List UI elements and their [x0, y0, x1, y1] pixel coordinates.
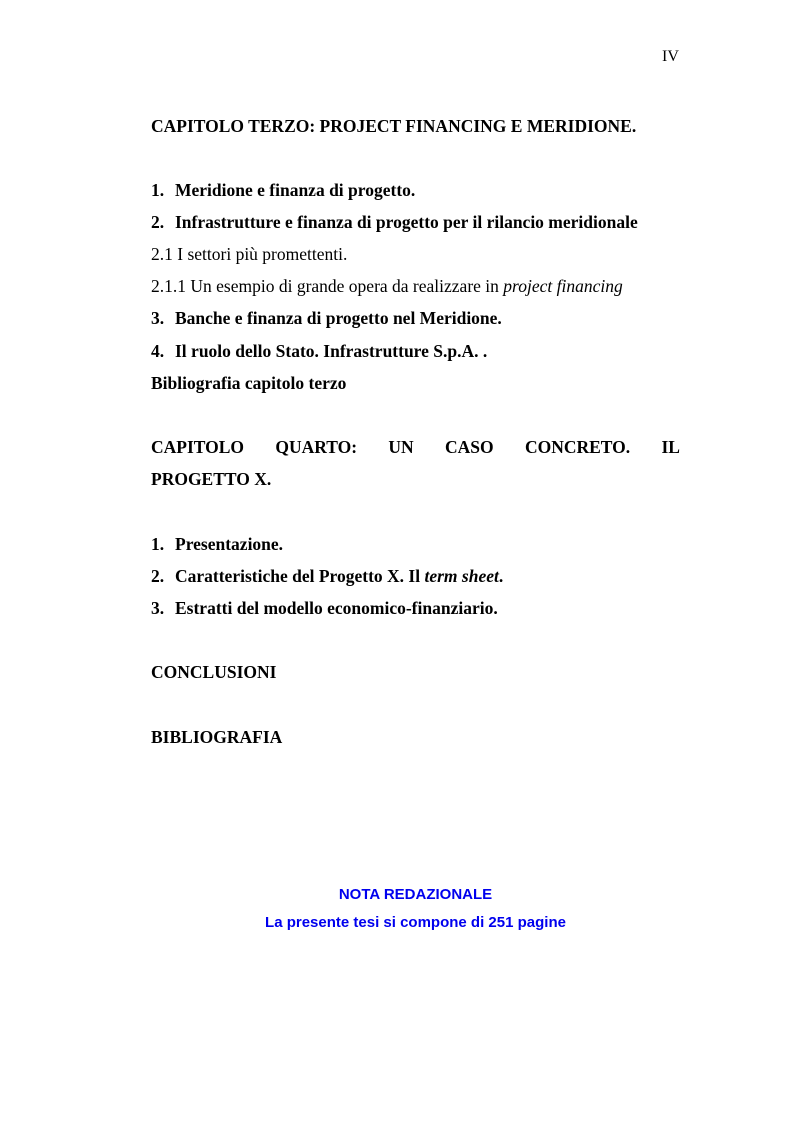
entry-number: 2. — [151, 566, 165, 586]
chapter4-title-line2: PROGETTO X. — [151, 469, 272, 489]
chapter3-bibliography: Bibliografia capitolo terzo — [151, 373, 347, 393]
entry-text: Caratteristiche del Progetto X. Il — [175, 566, 425, 586]
entry-number: 2. — [151, 212, 165, 232]
toc-entry — [151, 534, 283, 554]
subentry-italic: project financing — [503, 276, 623, 296]
subentry-text: 2.1.1 Un esempio di grande opera da realizzare in — [151, 276, 504, 296]
entry-text: Presentazione. — [175, 534, 284, 554]
toc-subentry: 2.1 I settori più promettenti. — [151, 244, 348, 264]
entry-number: 3. — [151, 308, 165, 328]
editorial-note-text: La presente tesi si compone di 251 pagine — [265, 914, 566, 931]
toc-subentry — [151, 276, 623, 296]
toc-entry — [151, 566, 503, 586]
page-number: IV — [662, 48, 679, 65]
entry-text: Banche e finanza di progetto nel Meridione. — [175, 308, 502, 328]
title-word: CAPITOLO — [151, 437, 245, 457]
title-word: UN — [388, 437, 414, 457]
title-word: CASO — [445, 437, 494, 457]
title-word: QUARTO: — [275, 437, 358, 457]
entry-suffix: . — [498, 566, 504, 586]
entry-number: 3. — [151, 598, 165, 618]
editorial-note-title: NOTA REDAZIONALE — [338, 886, 493, 903]
title-word: IL — [661, 437, 680, 457]
entry-text: Meridione e finanza di progetto. — [175, 180, 416, 200]
bibliography-heading: BIBLIOGRAFIA — [151, 727, 283, 747]
toc-entry — [151, 212, 638, 232]
entry-text: Il ruolo dello Stato. Infrastrutture S.p.A. . — [175, 341, 488, 361]
entry-italic: term sheet — [424, 566, 499, 586]
entry-number: 4. — [151, 341, 165, 361]
entry-text: Infrastrutture e finanza di progetto per il rilancio meridionale — [175, 212, 638, 232]
chapter3-title: CAPITOLO TERZO: PROJECT FINANCING E MERIDIONE. — [151, 116, 637, 136]
toc-entry — [151, 341, 487, 361]
entry-number: 1. — [151, 180, 165, 200]
toc-entry — [151, 598, 498, 618]
entry-number: 1. — [151, 534, 165, 554]
title-word: CONCRETO. — [524, 437, 631, 457]
toc-entry — [151, 308, 502, 328]
conclusions-heading: CONCLUSIONI — [151, 662, 277, 682]
entry-text: Estratti del modello economico-finanziario. — [175, 598, 498, 618]
chapter4-title — [151, 437, 680, 457]
toc-entry — [151, 180, 415, 200]
